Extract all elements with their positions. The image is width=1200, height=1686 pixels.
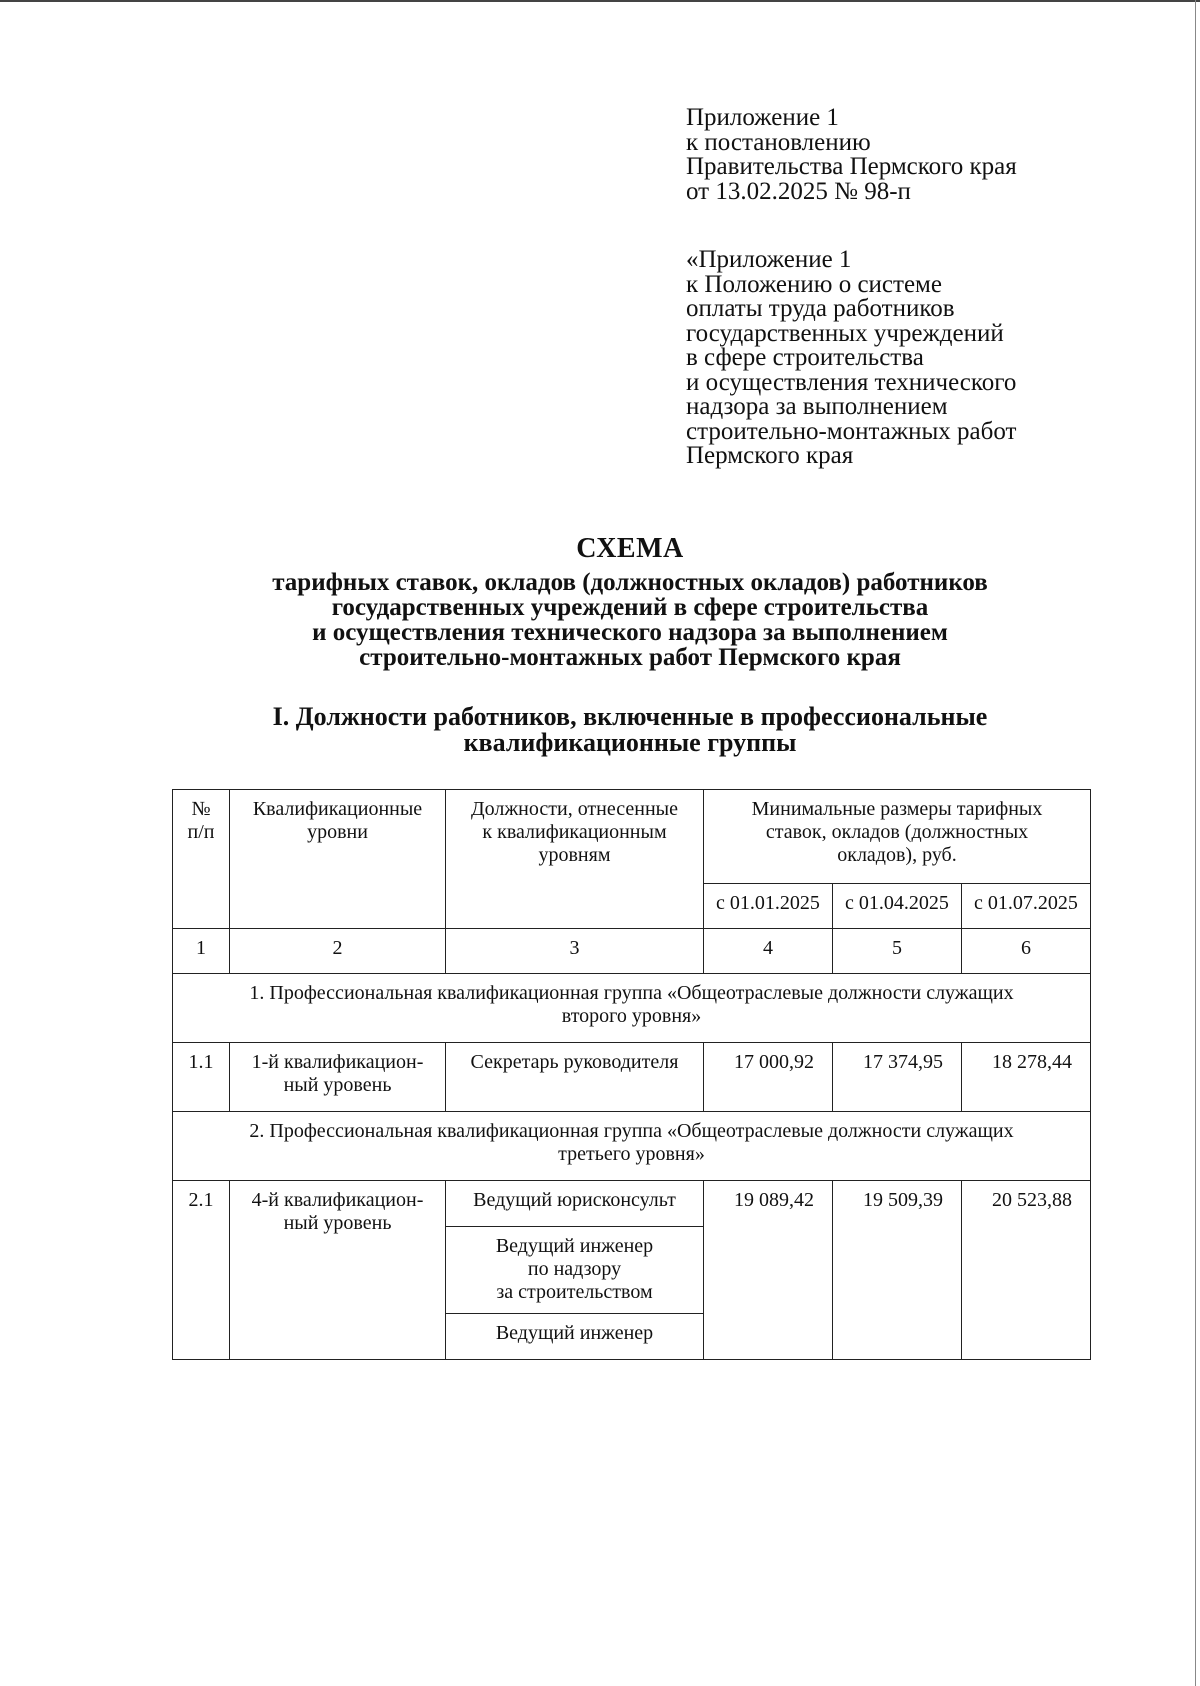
row-level-line: ный уровень [283,1074,392,1096]
column-number: 3 [446,929,704,974]
column-number-row [173,929,1091,974]
annex-regulation-line: «Приложение 1 [686,246,852,273]
row-value: 18 278,44 [962,1043,1091,1112]
row-level-line: 1-й квалификацион- [251,1051,424,1073]
header-positions [446,790,704,929]
group-title [173,974,1091,1043]
subtitle-line: строительно-монтажных работ Пермского края [359,644,901,671]
header-positions-line: Должности, отнесенные [471,798,678,820]
header-date: с 01.07.2025 [962,884,1091,929]
annex-header-line: к постановлению [686,128,871,156]
annex-regulation-line: оплаты труда работников [686,295,955,322]
row-position: Ведущий юрисконсульт [446,1181,704,1227]
header-date: с 01.01.2025 [704,884,833,929]
group-title-line: второго уровня» [561,1005,702,1027]
document-title: СХЕМА [576,533,684,564]
row-value: 20 523,88 [962,1181,1091,1360]
header-salaries-line: окладов), руб. [837,844,957,866]
header-num [173,790,230,929]
header-salaries-line: ставок, окладов (должностных [765,821,1029,843]
table-header-row [173,790,1091,884]
section-title [0,704,1200,756]
annex-regulation-line: надзора за выполнением [686,393,948,420]
column-number: 6 [962,929,1091,974]
row-position-line: по надзору [527,1258,622,1280]
section-title-line: I. Должности работников, включенные в профессиональные [272,702,988,731]
row-position: Ведущий инженер [446,1314,704,1360]
row-position: Секретарь руководителя [446,1043,704,1112]
row-value: 17 374,95 [833,1043,962,1112]
annex-regulation-header [686,248,1106,469]
annex-header-line: Приложение 1 [686,104,839,131]
group-title-row [173,974,1091,1043]
salary-table [172,789,1091,1360]
annex-regulation-line: к Положению о системе [686,270,942,298]
row-position-line: за строительством [496,1281,653,1303]
group-title-line: третьего уровня» [558,1143,705,1165]
row-value: 17 000,92 [704,1043,833,1112]
section-title-line: квалификационные группы [463,728,797,757]
header-salaries [704,790,1091,884]
header-num-line: п/п [187,821,215,843]
header-positions-line: уровням [538,844,611,866]
annex-header-line: Правительства Пермского края [686,153,1017,180]
page-top-edge [0,0,1200,2]
row-num: 1.1 [173,1043,230,1112]
annex-regulation-line: государственных учреждений [686,319,1004,347]
header-num-line: № [191,798,211,820]
row-position [446,1227,704,1314]
header-levels-line: уровни [307,821,368,843]
subtitle-line: и осуществления технического надзора за выполнением [312,619,948,646]
table-row [173,1181,1091,1227]
row-level [230,1043,446,1112]
header-salaries-line: Минимальные размеры тарифных [751,798,1043,820]
annex-header [686,106,1106,204]
column-number: 5 [833,929,962,974]
row-level-line: 4-й квалификацион- [251,1189,424,1211]
column-number: 2 [230,929,446,974]
group-title-line: 2. Профессиональная квалификационная группа «Общеотраслевые должности служащих [249,1120,1014,1142]
row-level [230,1181,446,1360]
row-value: 19 509,39 [833,1181,962,1360]
group-title [173,1112,1091,1181]
column-number: 4 [704,929,833,974]
annex-regulation-line: строительно-монтажных работ [686,417,1017,445]
row-value: 19 089,42 [704,1181,833,1360]
table-row [173,1043,1091,1112]
row-level-line: ный уровень [283,1212,392,1234]
page-right-edge [1195,0,1196,1686]
header-levels [230,790,446,929]
header-positions-line: к квалификационным [482,821,667,843]
column-number: 1 [173,929,230,974]
document-subtitle [0,570,1200,670]
annex-header-line: от 13.02.2025 № 98-п [686,177,911,205]
subtitle-line: тарифных ставок, окладов (должностных окладов) работников [272,569,988,596]
row-position-line: Ведущий инженер [495,1235,654,1257]
subtitle-line: государственных учреждений в сфере строительства [331,594,929,621]
annex-regulation-line: и осуществления технического [686,368,1017,396]
row-num: 2.1 [173,1181,230,1360]
annex-regulation-line: в сфере строительства [686,344,924,371]
group-title-row [173,1112,1091,1181]
header-levels-line: Квалификационные [252,798,423,820]
header-date: с 01.04.2025 [833,884,962,929]
annex-regulation-line: Пермского края [686,442,854,469]
group-title-line: 1. Профессиональная квалификационная группа «Общеотраслевые должности служащих [249,982,1014,1004]
